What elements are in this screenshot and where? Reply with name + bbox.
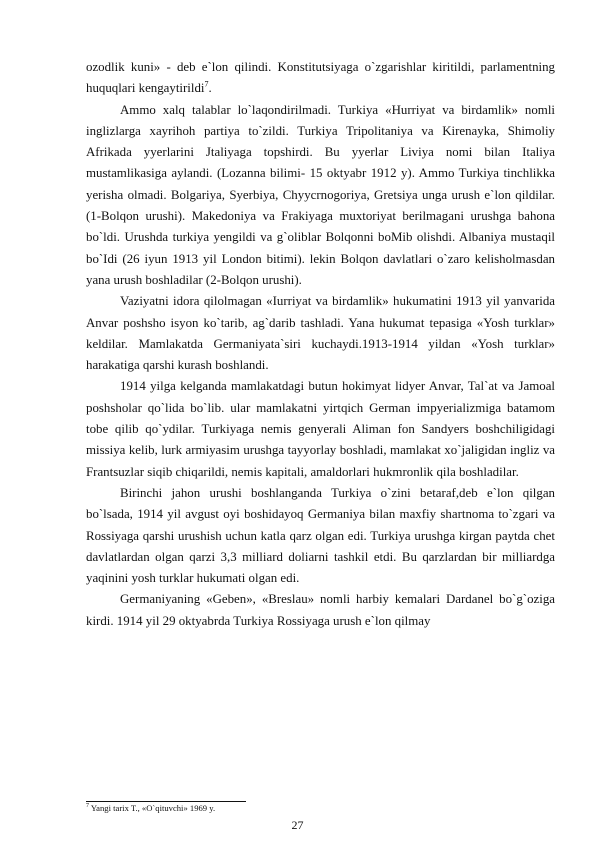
paragraph-6: Germaniyaning «Geben», «Breslau» nomli harbiy kemalari Dardanel bo`g`oziga kirdi. 1914 yil 29 oktyabrda Turkiya Rossiyaga urush e`lon qilmay (86, 592, 555, 628)
paragraph-text: ozodlik kuni» - deb e`lon qilindi. Konstitutsiyaga o`zgarishlar kiritildi, parlamentning huquqlari kengaytirildi (86, 60, 555, 96)
footnote-marker: 7 (86, 803, 89, 810)
footnote (86, 803, 555, 814)
paragraph-2: Ammo xalq talablar lo`laqondirilmadi. Turkiya «Hurriyat va birdamlik» nomli inglizlarga xayrihoh partiya to`zildi. Turkiya Tripolitaniya va Kirenayka, Shimoliy Afrikada yyerlarini Jtaliyaga topshirdi. Bu yyerlar Liviya nomi bilan Italiya mustamlikasiga aylandi. (Lozanna bilimi- 15 oktyabr 1912 y). Ammo Turkiya tinchlikka yerisha olmadi. Bolgariya, Syerbiya, Chyycrnogoriya, Gretsiya unga urush e`lon qildilar. (1-Bolqon urushi). Makedoniya va Frakiyaga muxtoriyat berilmagani urushga bahona bo`ldi. Urushda turkiya yengildi va g`oliblar Bolqonni boMib olishdi. Albaniya mustaqil bo`Idi (26 iyun 1913 yil London bitimi). lekin Bolqon davlatlari o`zaro kelisholmasdan yana urush boshladilar (2-Bolqon urushi). (86, 102, 555, 287)
footnote-ref[interactable]: 7 (204, 80, 209, 89)
paragraph-4: 1914 yilga kelganda mamlakatdagi butun hokimyat lidyer Anvar, Tal`at va Jamoal poshsholar qo`lida bo`lib. ular mamlakatni yirtqich German impyerializmiga batamom tobe qilib qo`ydilar. Turkiyaga nemis genyerali Aliman fon Sandyers boshchiligidagi missiya kelib, lurk armiyasim urushga tayyorlay boshladi, mamlakat xo`jaligidan ingliz va Frantsuzlar siqib chiqarildi, nemis kapitali, amaldorlari hukmronlik qila boshladilar. (86, 379, 555, 479)
footnote-text: Yangi tarix T., «O`qituvchi» 1969 y. (89, 803, 216, 813)
paragraph-end: . (208, 81, 212, 96)
footnote-separator (86, 801, 246, 802)
paragraph-3: Vaziyatni idora qilolmagan «Iurriyat va birdamlik» hukumatini 1913 yil yanvarida Anvar poshsho isyon ko`tarib, ag`darib tashladi. Yana hukumat tepasiga «Yosh turklar» keldilar. Mamlakatda Germaniyata`siri kuchaydi.1913-1914 yildan «Yosh turklar» harakatiga qarshi kurash boshlandi. (86, 294, 555, 373)
paragraph-5: Birinchi jahon urushi boshlanganda Turkiya o`zini betaraf,deb e`lon qilgan bo`lsada, 1914 yil avgust oyi boshidayoq Germaniya bilan maxfiy shartnoma to`zgari va Rossiyaga qarshi urushish uchun katla qarz olgan edi. Turkiya urushga kirgan paytda chet davlatlardan olgan qarzi 3,3 milliard doliarni tashkil etdi. Bu qarzlardan bir milliardga yaqinini yosh turklar hukumati olgan edi. (86, 485, 555, 586)
page-number: 27 (291, 818, 304, 832)
paragraph-1 (86, 57, 555, 100)
document-body (86, 57, 555, 632)
